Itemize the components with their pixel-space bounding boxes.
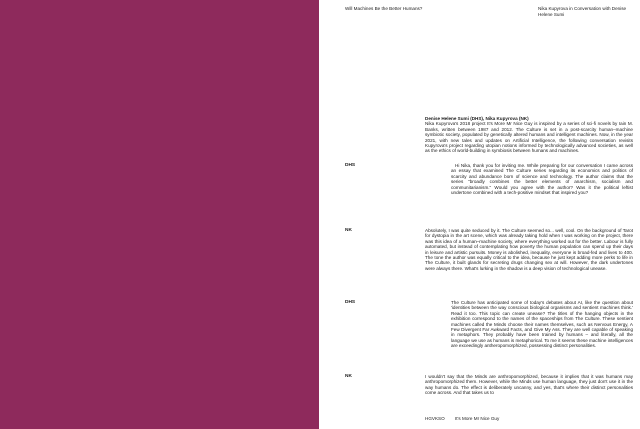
speaker-label: DHS xyxy=(345,300,356,305)
intro-body: Nika Kupyrova's 2018 project It's More Mr Nice Guy is inspired by a series of sci-fi novels by Iain M. Banks, written between 1987 and 2012. The Culture is set in a post-scarcity human–machine symbiotic society, populated by genetically altered humans and intelligent machines. Now, in the year 2021, with new tales and updates on Artificial Intelligence, the following conversation revisits Kupyrova's project regarding utopian notions informed by technologically advanced societies, as well as the ethics of world-building in symbiosis between humans and machines. xyxy=(425,121,633,154)
dialogue-entry xyxy=(345,300,633,370)
dialogue-entry xyxy=(345,374,633,410)
intro-title: Denise Helene Sumi (DHS), Nika Kupyrova (NK) xyxy=(425,116,529,121)
running-header-title: Will Machines Be the Better Humans? xyxy=(345,6,423,11)
footer-label: HGVKSO xyxy=(425,416,445,421)
footer-title: It's More Mr Nice Guy xyxy=(455,416,500,421)
dialogue-text: I wouldn't say that the Minds are anthropomorphized, because it implies that it was humans may anthropomorphized them. However, while the Minds use human language, they just don't use it in the way humans do. The effect is deliberately uncanny, and yes, that's where their distinct personalities come across. And that takes us to xyxy=(425,374,633,396)
speaker-label: DHS xyxy=(345,163,356,168)
speaker-label: NK xyxy=(345,374,352,379)
dialogue-entry xyxy=(345,228,633,294)
text-page xyxy=(319,0,640,429)
intro-block xyxy=(425,116,633,154)
running-header-subtitle: Nika Kupyrova in Conversation with Denise Helene Sumi xyxy=(538,6,627,17)
color-panel xyxy=(0,0,319,429)
dialogue-text: Absolutely, I was quite seduced by it. The Culture seemed so... well, cool. On the background of Tarot for dystopia in the art scene, which was already taking hold when I was working on the project, there was this idea of a human–machine society, where everything worked out for the better. Labour is fully automated, but instead of contemplating how poverty the human population can spend up their days in leisure and artistic pursuits. Money is abolished, inequality, everyone is broad-fed and lives to 400. The tone the author was equally critical to the idea, because he just kept adding more perks to life in The Culture, it built glands for secreting drugs changing sex at will. However, the dark undertones were always there. What's lurking in the shadow is a deep vision of technological unease. xyxy=(425,228,633,271)
speaker-label: NK xyxy=(345,228,352,233)
dialogue-entry xyxy=(345,163,633,225)
dialogue-text: The Culture has anticipated some of today's debates about AI, like the question about 'identities between the way conscious biological organisms and sentient machines think.' Read it too. This topic can create unease? The titles of the hanging objects in the exhibition correspond to the names of the spaceships from The Culture. These sentient machines called the Minds choose their names themselves, such as Nervous Energy, A Few Divergent Far Awkward Facts, and Give My Ass. They are well capable of speaking in metaphors. They probably have been trained by humans – and literally, all the language we use as humans is metaphorical. To me it seems these machine intelligences are exceedingly antheropomorphized, possessing distinct personalities. xyxy=(451,300,633,349)
dialogue-text: Hi Nika, thank you for inviting me. While preparing for our conversation I came across an essay that examined The Culture series regarding its economics and politics of scarcity and abundance born of science and technology. The author claims that the series "broadly combines the better elements of anarchism, socialism and communitarianism." Would you agree with the author? Was it the political leftist undertone combined with a tech-positive mindset that inspired you? xyxy=(451,163,633,196)
